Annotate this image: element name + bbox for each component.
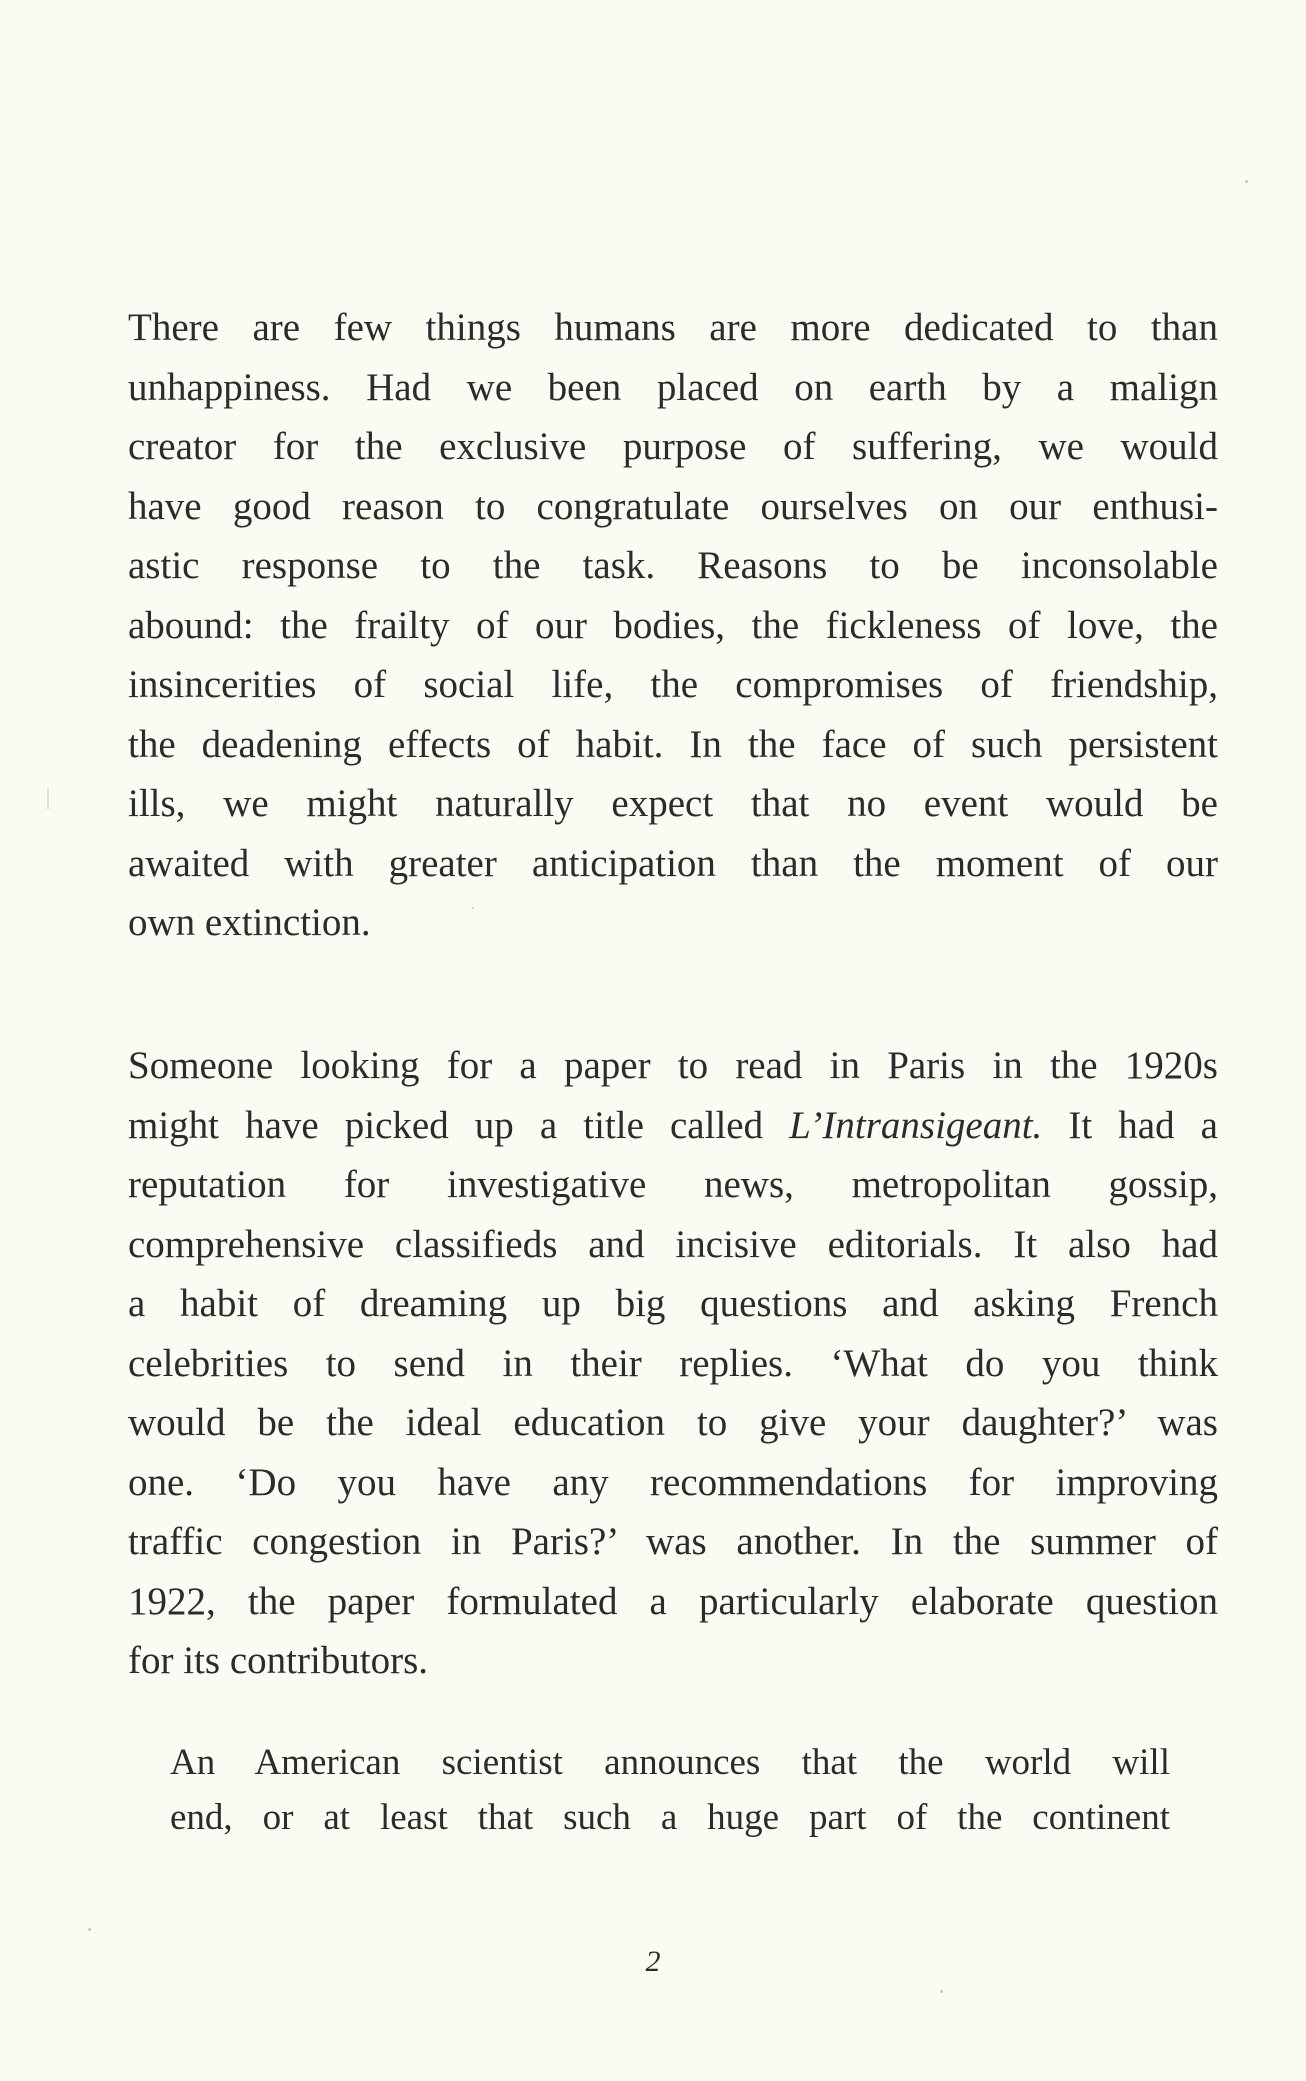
text-line: own extinction.	[128, 901, 371, 944]
text-segment: It had a	[1042, 1103, 1218, 1147]
paper-speck	[1245, 180, 1248, 183]
text-line-with-italic-title	[128, 1096, 1218, 1156]
text-line: ills, we might naturally expect that no event would be	[128, 782, 1218, 825]
block-quote	[170, 1735, 1170, 1845]
paper-speck	[47, 788, 49, 810]
text-line: abound: the frailty of our bodies, the fickleness of love, the	[128, 603, 1218, 647]
text-line: unhappiness. Had we been placed on earth by a malign	[128, 365, 1218, 409]
quote-line: end, or at least that such a huge part of the continent	[170, 1797, 1170, 1838]
text-line: insincerities of social life, the compromises of friendship,	[128, 663, 1218, 706]
quote-line: An American scientist announces that the world will	[170, 1742, 1170, 1783]
text-line: one. ‘Do you have any recommendations for improving	[128, 1460, 1218, 1504]
paragraph-opening	[128, 298, 1218, 953]
text-line: have good reason to congratulate ourselves on our enthusi-	[128, 484, 1218, 528]
text-line: awaited with greater anticipation than the moment of our	[128, 841, 1218, 885]
text-line: for its contributors.	[128, 1639, 429, 1682]
text-segment: might have picked up a title called	[128, 1103, 790, 1147]
text-line: celebrities to send in their replies. ‘What do you think	[128, 1341, 1218, 1385]
paper-speck	[940, 1990, 943, 1993]
text-line: Someone looking for a paper to read in Paris in the 1920s	[128, 1044, 1218, 1087]
page-number: 2	[645, 1945, 661, 1978]
text-line: 1922, the paper formulated a particularly elaborate question	[128, 1579, 1218, 1623]
text-line: astic response to the task. Reasons to be inconsolable	[128, 544, 1218, 587]
text-line: traffic congestion in Paris?’ was another. In the summer of	[128, 1520, 1218, 1563]
text-line: There are few things humans are more dedicated to than	[128, 306, 1218, 349]
text-line: reputation for investigative news, metropolitan gossip,	[128, 1163, 1218, 1206]
text-line: a habit of dreaming up big questions and asking French	[128, 1282, 1218, 1325]
paper-speck	[88, 1928, 91, 1931]
newspaper-title: L’Intransigeant.	[789, 1103, 1043, 1147]
text-line: comprehensive classifieds and incisive editorials. It also had	[128, 1222, 1218, 1266]
paper-speck	[472, 907, 474, 909]
text-line: would be the ideal education to give your daughter?’ was	[128, 1401, 1218, 1444]
text-line: the deadening effects of habit. In the face of such persistent	[128, 722, 1218, 766]
text-line: creator for the exclusive purpose of suffering, we would	[128, 425, 1218, 468]
paragraph-paris-newspaper	[128, 1036, 1218, 1691]
